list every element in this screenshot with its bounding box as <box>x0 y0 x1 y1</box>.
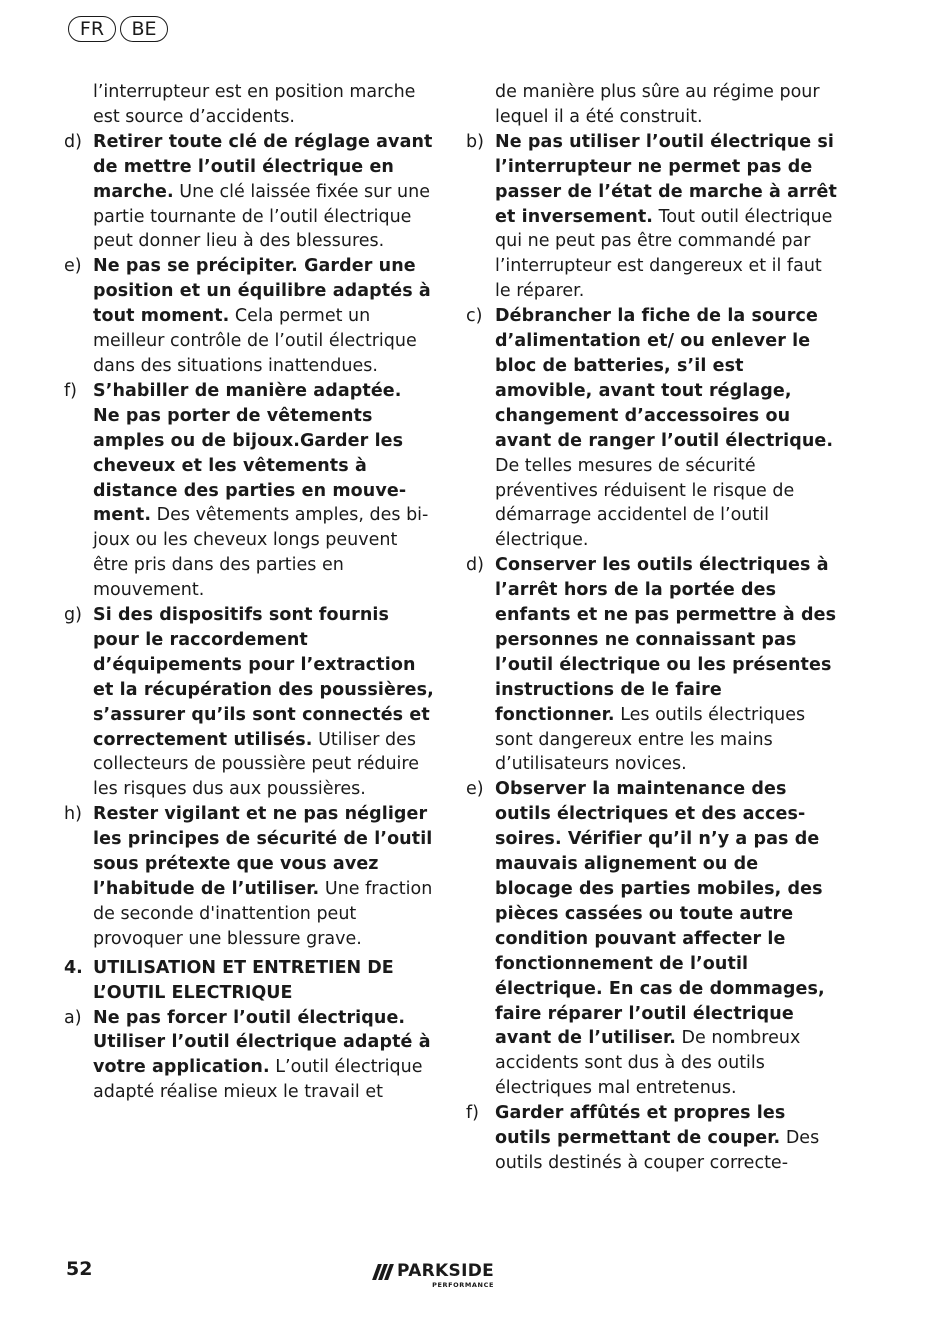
item-label: e) <box>466 779 484 800</box>
item-bold-text: S’habiller de manière adaptée. Ne pas porter de vêtements amples ou de bijoux.Garder les cheveux et les vêtements à distance des parties en mouvement. <box>93 380 407 526</box>
item-label: f) <box>64 380 77 401</box>
right-continuation-text: de manière plus sûre au régime pour lequel il a été construit. <box>495 82 820 127</box>
list-item <box>64 130 434 255</box>
item-bold-text: Ne pas forcer l’outil électrique. Utiliser l’outil électrique adapté à votre application. <box>93 1007 431 1078</box>
right-column <box>466 80 838 1176</box>
item-label: d) <box>466 555 484 576</box>
item-body-text: Des outils destinés à couper correcte- <box>495 1128 820 1173</box>
item-label: h) <box>64 804 82 825</box>
list-item <box>466 1101 838 1176</box>
item-bold-text: Ne pas se précipiter. Garder une position et un équilibre adaptés à tout moment. <box>93 256 431 327</box>
list-item <box>466 130 838 304</box>
item-text <box>93 254 434 379</box>
item-text <box>93 1006 434 1106</box>
brand-subtitle: PERFORMANCE <box>432 1281 495 1289</box>
item-body-text: Cela permet un meilleur contrôle de l’outil électrique dans des situations inattendues. <box>93 306 417 376</box>
item-text <box>93 603 434 802</box>
item-label: a) <box>64 1007 82 1028</box>
item-body-text: Des vêtements amples, des bijoux ou les cheveux longs peuvent être pris dans des parties en mouvement. <box>93 505 429 601</box>
item-label: b) <box>466 131 484 152</box>
item-body-text: Une clé laissée fixée sur une partie tournante de l’outil électrique peut donner lieu à des blessures. <box>93 181 430 252</box>
item-label: d) <box>64 131 82 152</box>
list-item <box>64 254 434 379</box>
item-text <box>93 802 434 951</box>
list-item <box>64 603 434 802</box>
language-badge-fr: FR <box>68 16 116 42</box>
item-text <box>495 130 838 304</box>
list-item <box>466 304 838 553</box>
item-bold-text: Débrancher la fiche de la source d’alimentation et/ ou enlever le bloc de batteries, s’il est amovible, avant tout réglage, changement d’accessoires ou avant de ranger l’outil électrique. <box>495 306 834 451</box>
left-continuation-text: l’interrupteur est en position marche est source d’accidents. <box>93 82 416 127</box>
item-bold-text: Garder affûtés et propres les outils permettant de couper. <box>495 1103 786 1149</box>
item-text <box>495 553 838 777</box>
item-body-text: Une fraction de seconde d'inattention peut provoquer une blessure grave. <box>93 879 433 949</box>
item-text <box>495 304 838 553</box>
item-text <box>93 130 434 255</box>
item-bold-text: Observer la maintenance des outils électriques et des accessoires. Vérifier qu’il n’y a pas de mauvais alignement ou de blocage des parties mobiles, des pièces cassées ou toute autre condition pouvant affecter le fonctionnement de l’outil électrique. En cas de dommages, faire réparer l’outil électrique avant de l’utiliser. <box>495 779 825 1049</box>
list-item <box>64 379 434 603</box>
item-bold-text: Retirer toute clé de réglage avant de mettre l’outil électrique en marche. <box>93 131 433 202</box>
item-text <box>495 777 838 1101</box>
section-title: UTILISATION ET ENTRETIEN DE L’OUTIL ELECTRIQUE <box>93 957 394 1003</box>
item-bold-text: Si des dispositifs sont fournis pour le raccordement d’équipements pour l’extraction et la récupération des poussières, s’assurer qu’ils sont connectés et correctement utilisés. <box>93 605 434 750</box>
item-label: c) <box>466 306 483 327</box>
left-column <box>64 80 434 1105</box>
item-body-text: De nombreux accidents sont dus à des outils électriques mal entretenus. <box>495 1028 801 1099</box>
language-badges <box>68 16 168 42</box>
list-item <box>64 1006 434 1106</box>
section-number: 4. <box>64 957 83 978</box>
item-label: g) <box>64 605 82 626</box>
item-bold-text: Rester vigilant et ne pas négliger les principes de sécurité de l’outil sous prétexte que vous avez l’habitude de l’utiliser. <box>93 804 433 899</box>
item-bold-text: Ne pas utiliser l’outil électrique si l’interrupteur ne permet pas de passer de l’état de marche à arrêt et inversement. <box>495 131 837 227</box>
item-label: f) <box>466 1103 479 1124</box>
language-badge-be: BE <box>120 16 168 42</box>
item-body-text: Tout outil électrique qui ne peut pas être commandé par l’interrupteur est dangereux et il faut le réparer. <box>495 206 833 302</box>
item-body-text: Les outils électriques sont dangereux entre les mains d’utilisateurs novices. <box>495 704 806 775</box>
list-item <box>466 553 838 777</box>
item-bold-text: Conserver les outils électriques à l’arrêt hors de la portée des enfants et ne pas permettre à des personnes ne connaissant pas l’outil électrique ou les présentes instructions de le faire fonctionner. <box>495 555 837 725</box>
item-body-text: Utiliser des collecteurs de poussière peut réduire les risques dus aux poussières. <box>93 729 419 800</box>
brand-wordmark <box>397 1262 494 1289</box>
item-label: e) <box>64 256 82 277</box>
parkside-logo <box>375 1262 494 1289</box>
brand-slashes-icon <box>375 1264 391 1280</box>
item-body-text: L’outil électrique adapté réalise mieux le travail et <box>93 1057 423 1103</box>
brand-name: PARKSIDE <box>397 1261 495 1281</box>
item-body-text: De telles mesures de sécurité préventives réduisent le risque de démarrage accidentel de l’outil électrique. <box>495 455 795 551</box>
page-number: 52 <box>66 1258 93 1280</box>
section-heading <box>64 956 434 1006</box>
item-text <box>93 379 434 603</box>
item-text <box>495 1101 838 1176</box>
list-item <box>64 802 434 951</box>
list-item <box>466 777 838 1101</box>
